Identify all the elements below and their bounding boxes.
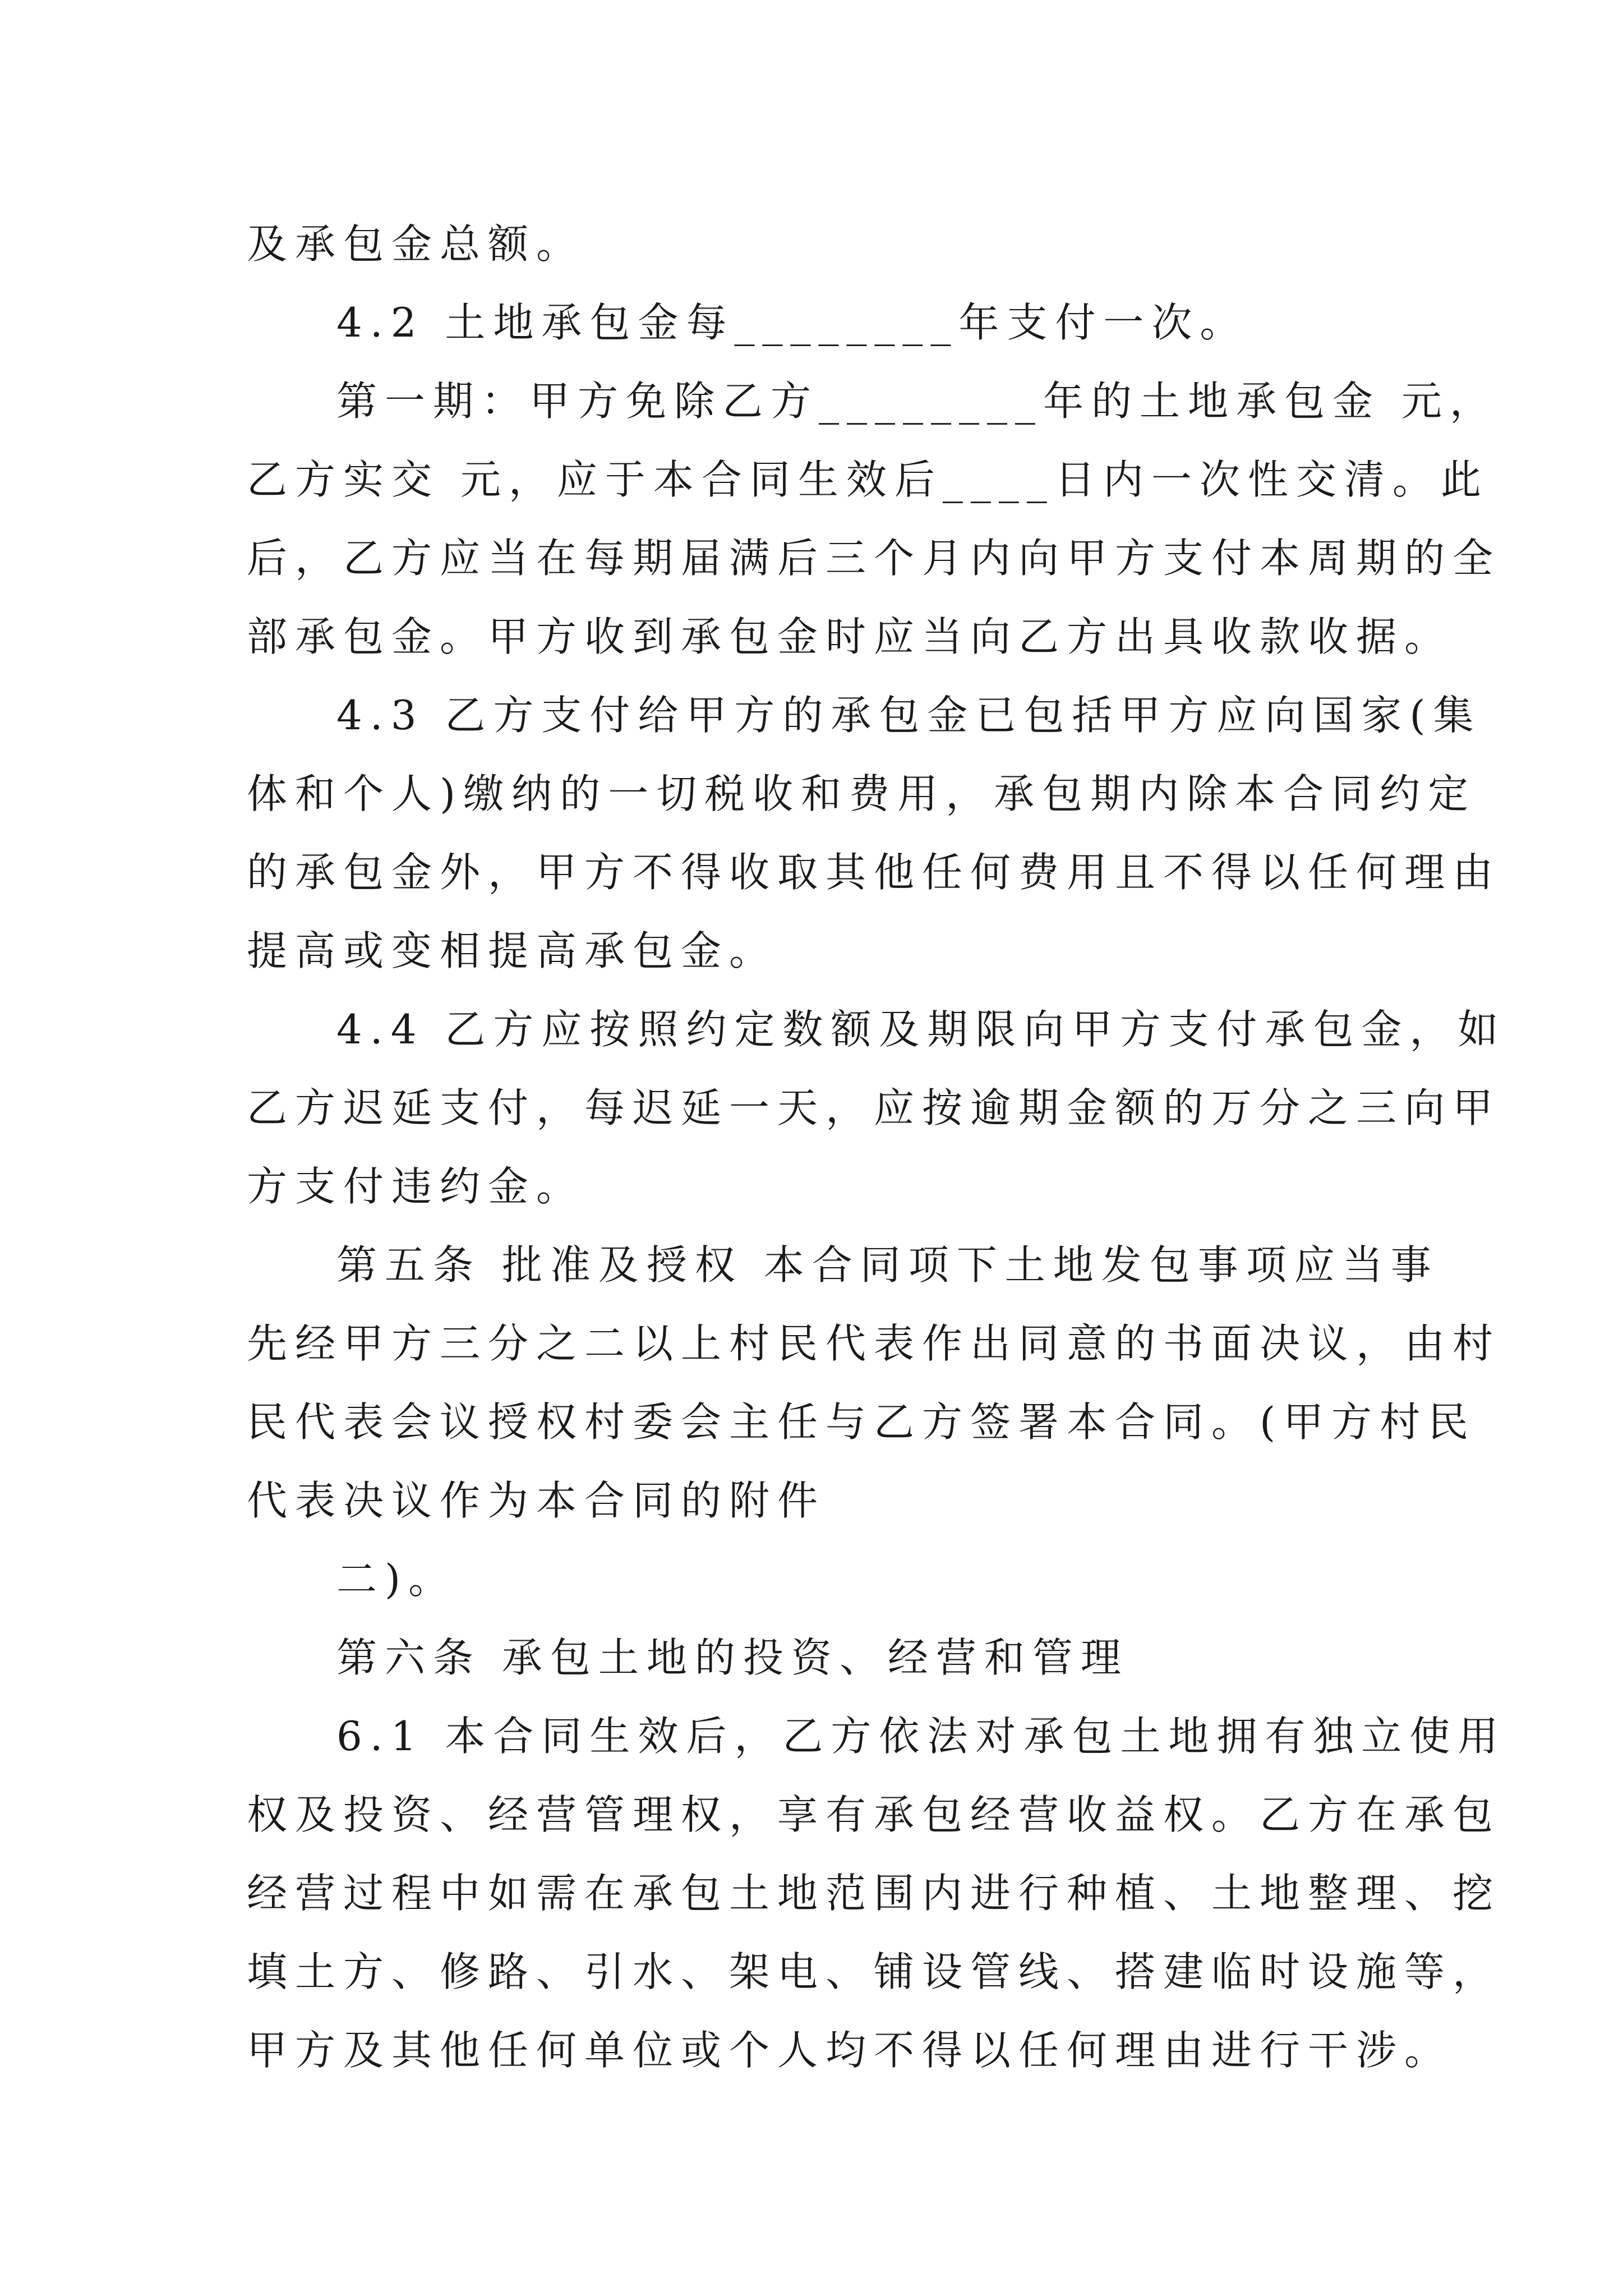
text-line: 提高或变相提高承包金。: [247, 927, 778, 974]
text-line: 部承包金。甲方收到承包金时应当向乙方出具收款收据。: [247, 613, 1453, 660]
text-line: 第一期：甲方免除乙方________年的土地承包金 元，: [336, 378, 1498, 425]
text-line: 乙方迟延支付，每迟延一天，应按逾期金额的万分之三向甲: [247, 1084, 1501, 1131]
text-line: 民代表会议授权村委会主任与乙方签署本合同。(甲方村民: [247, 1398, 1477, 1446]
text-line: 6.1 本合同生效后，乙方依法对承包土地拥有独立使用: [336, 1713, 1506, 1760]
text-line: 乙方实交 元，应于本合同生效后____日内一次性交清。此: [247, 456, 1489, 503]
text-line: 二)。: [336, 1556, 457, 1603]
text-line: 第六条 承包土地的投资、经营和管理: [336, 1634, 1129, 1681]
text-line: 4.2 土地承包金每________年支付一次。: [336, 299, 1248, 346]
text-line: 填土方、修路、引水、架电、铺设管线、搭建临时设施等，: [247, 1948, 1501, 1995]
text-line: 代表决议作为本合同的附件: [247, 1477, 826, 1524]
text-line: 4.3 乙方支付给甲方的承包金已包括甲方应向国家(集: [336, 692, 1482, 739]
text-line: 甲方及其他任何单位或个人均不得以任何理由进行干涉。: [247, 2027, 1453, 2074]
text-line: 经营过程中如需在承包土地范围内进行种植、土地整理、挖: [247, 1870, 1501, 1917]
text-line: 4.4 乙方应按照约定数额及期限向甲方支付承包金，如: [336, 1006, 1506, 1053]
text-line: 体和个人)缴纳的一切税收和费用，承包期内除本合同约定: [247, 770, 1477, 817]
text-line: 先经甲方三分之二以上村民代表作出同意的书面决议，由村: [247, 1320, 1501, 1367]
text-line: 方支付违约金。: [247, 1163, 585, 1210]
text-line: 第五条 批准及授权 本合同项下土地发包事项应当事: [336, 1241, 1439, 1289]
text-line: 权及投资、经营管理权，享有承包经营收益权。乙方在承包: [247, 1791, 1501, 1838]
text-line: 后，乙方应当在每期届满后三个月内向甲方支付本周期的全: [247, 535, 1501, 582]
text-line: 及承包金总额。: [247, 220, 585, 268]
text-line: 的承包金外，甲方不得收取其他任何费用且不得以任何理由: [247, 849, 1501, 896]
